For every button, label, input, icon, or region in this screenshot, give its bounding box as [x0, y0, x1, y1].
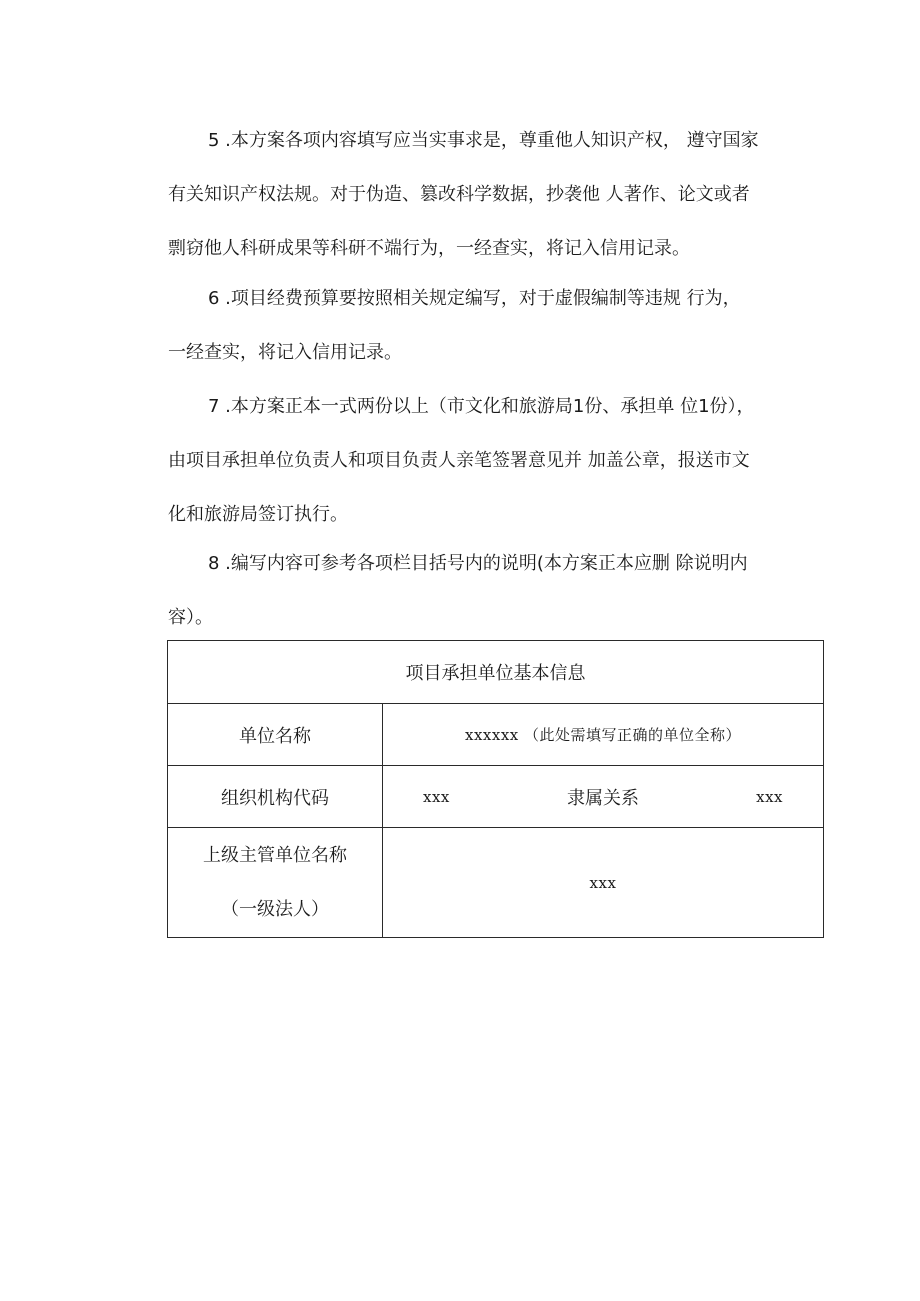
table-row [168, 828, 824, 938]
org-code-value: xxx [423, 787, 450, 806]
note-8-line-2: 容）。 [168, 607, 213, 628]
table-title: 项目承担单位基本信息 [168, 641, 824, 704]
note-7-line-2: 由项目承担单位负责人和项目负责人亲笔签署意见并 加盖公章，报送市文 [168, 450, 750, 471]
note-7-line-1: 7 .本方案正本一式两份以上（市文化和旅游局1份、承担单 位1份）， [208, 396, 755, 417]
superior-unit-value-text: xxx [589, 874, 617, 892]
unit-name-label: 单位名称 [168, 704, 383, 766]
unit-info-table [167, 640, 824, 938]
affiliation-label: 隶属关系 [567, 787, 639, 809]
table-row [168, 641, 824, 704]
table-row [168, 704, 824, 766]
superior-unit-label-line-2: （一级法人） [221, 898, 329, 920]
unit-name-value-text: xxxxxx （此处需填写正确的单位全称） [464, 726, 742, 744]
superior-unit-value [383, 828, 824, 938]
note-5-line-2: 有关知识产权法规。对于伪造、篡改科学数据，抄袭他 人著作、论文或者 [168, 184, 750, 205]
affiliation-value: xxx [756, 787, 783, 806]
note-5-line-3: 剽窃他人科研成果等科研不端行为，一经查实，将记入信用记录。 [168, 238, 690, 259]
unit-name-value [383, 704, 824, 766]
note-6-line-2: 一经查实，将记入信用记录。 [168, 342, 402, 363]
org-code-cell [383, 766, 824, 828]
note-6 [168, 272, 828, 380]
superior-unit-label [168, 828, 383, 938]
note-7-line-3: 化和旅游局签订执行。 [168, 504, 348, 525]
note-8-line-1: 8 .编写内容可参考各项栏目括号内的说明(本方案正本应删 除说明内 [208, 553, 748, 574]
note-6-line-1: 6 .项目经费预算要按照相关规定编写，对于虚假编制等违规 行为， [208, 288, 741, 309]
superior-unit-label-line-1: 上级主管单位名称 [203, 844, 347, 866]
table-row [168, 766, 824, 828]
note-7 [168, 380, 828, 542]
note-8 [168, 537, 828, 645]
note-5-line-1: 5 .本方案各项内容填写应当实事求是，尊重他人知识产权， 遵守国家 [208, 130, 759, 151]
org-code-label: 组织机构代码 [168, 766, 383, 828]
note-5 [168, 114, 828, 276]
